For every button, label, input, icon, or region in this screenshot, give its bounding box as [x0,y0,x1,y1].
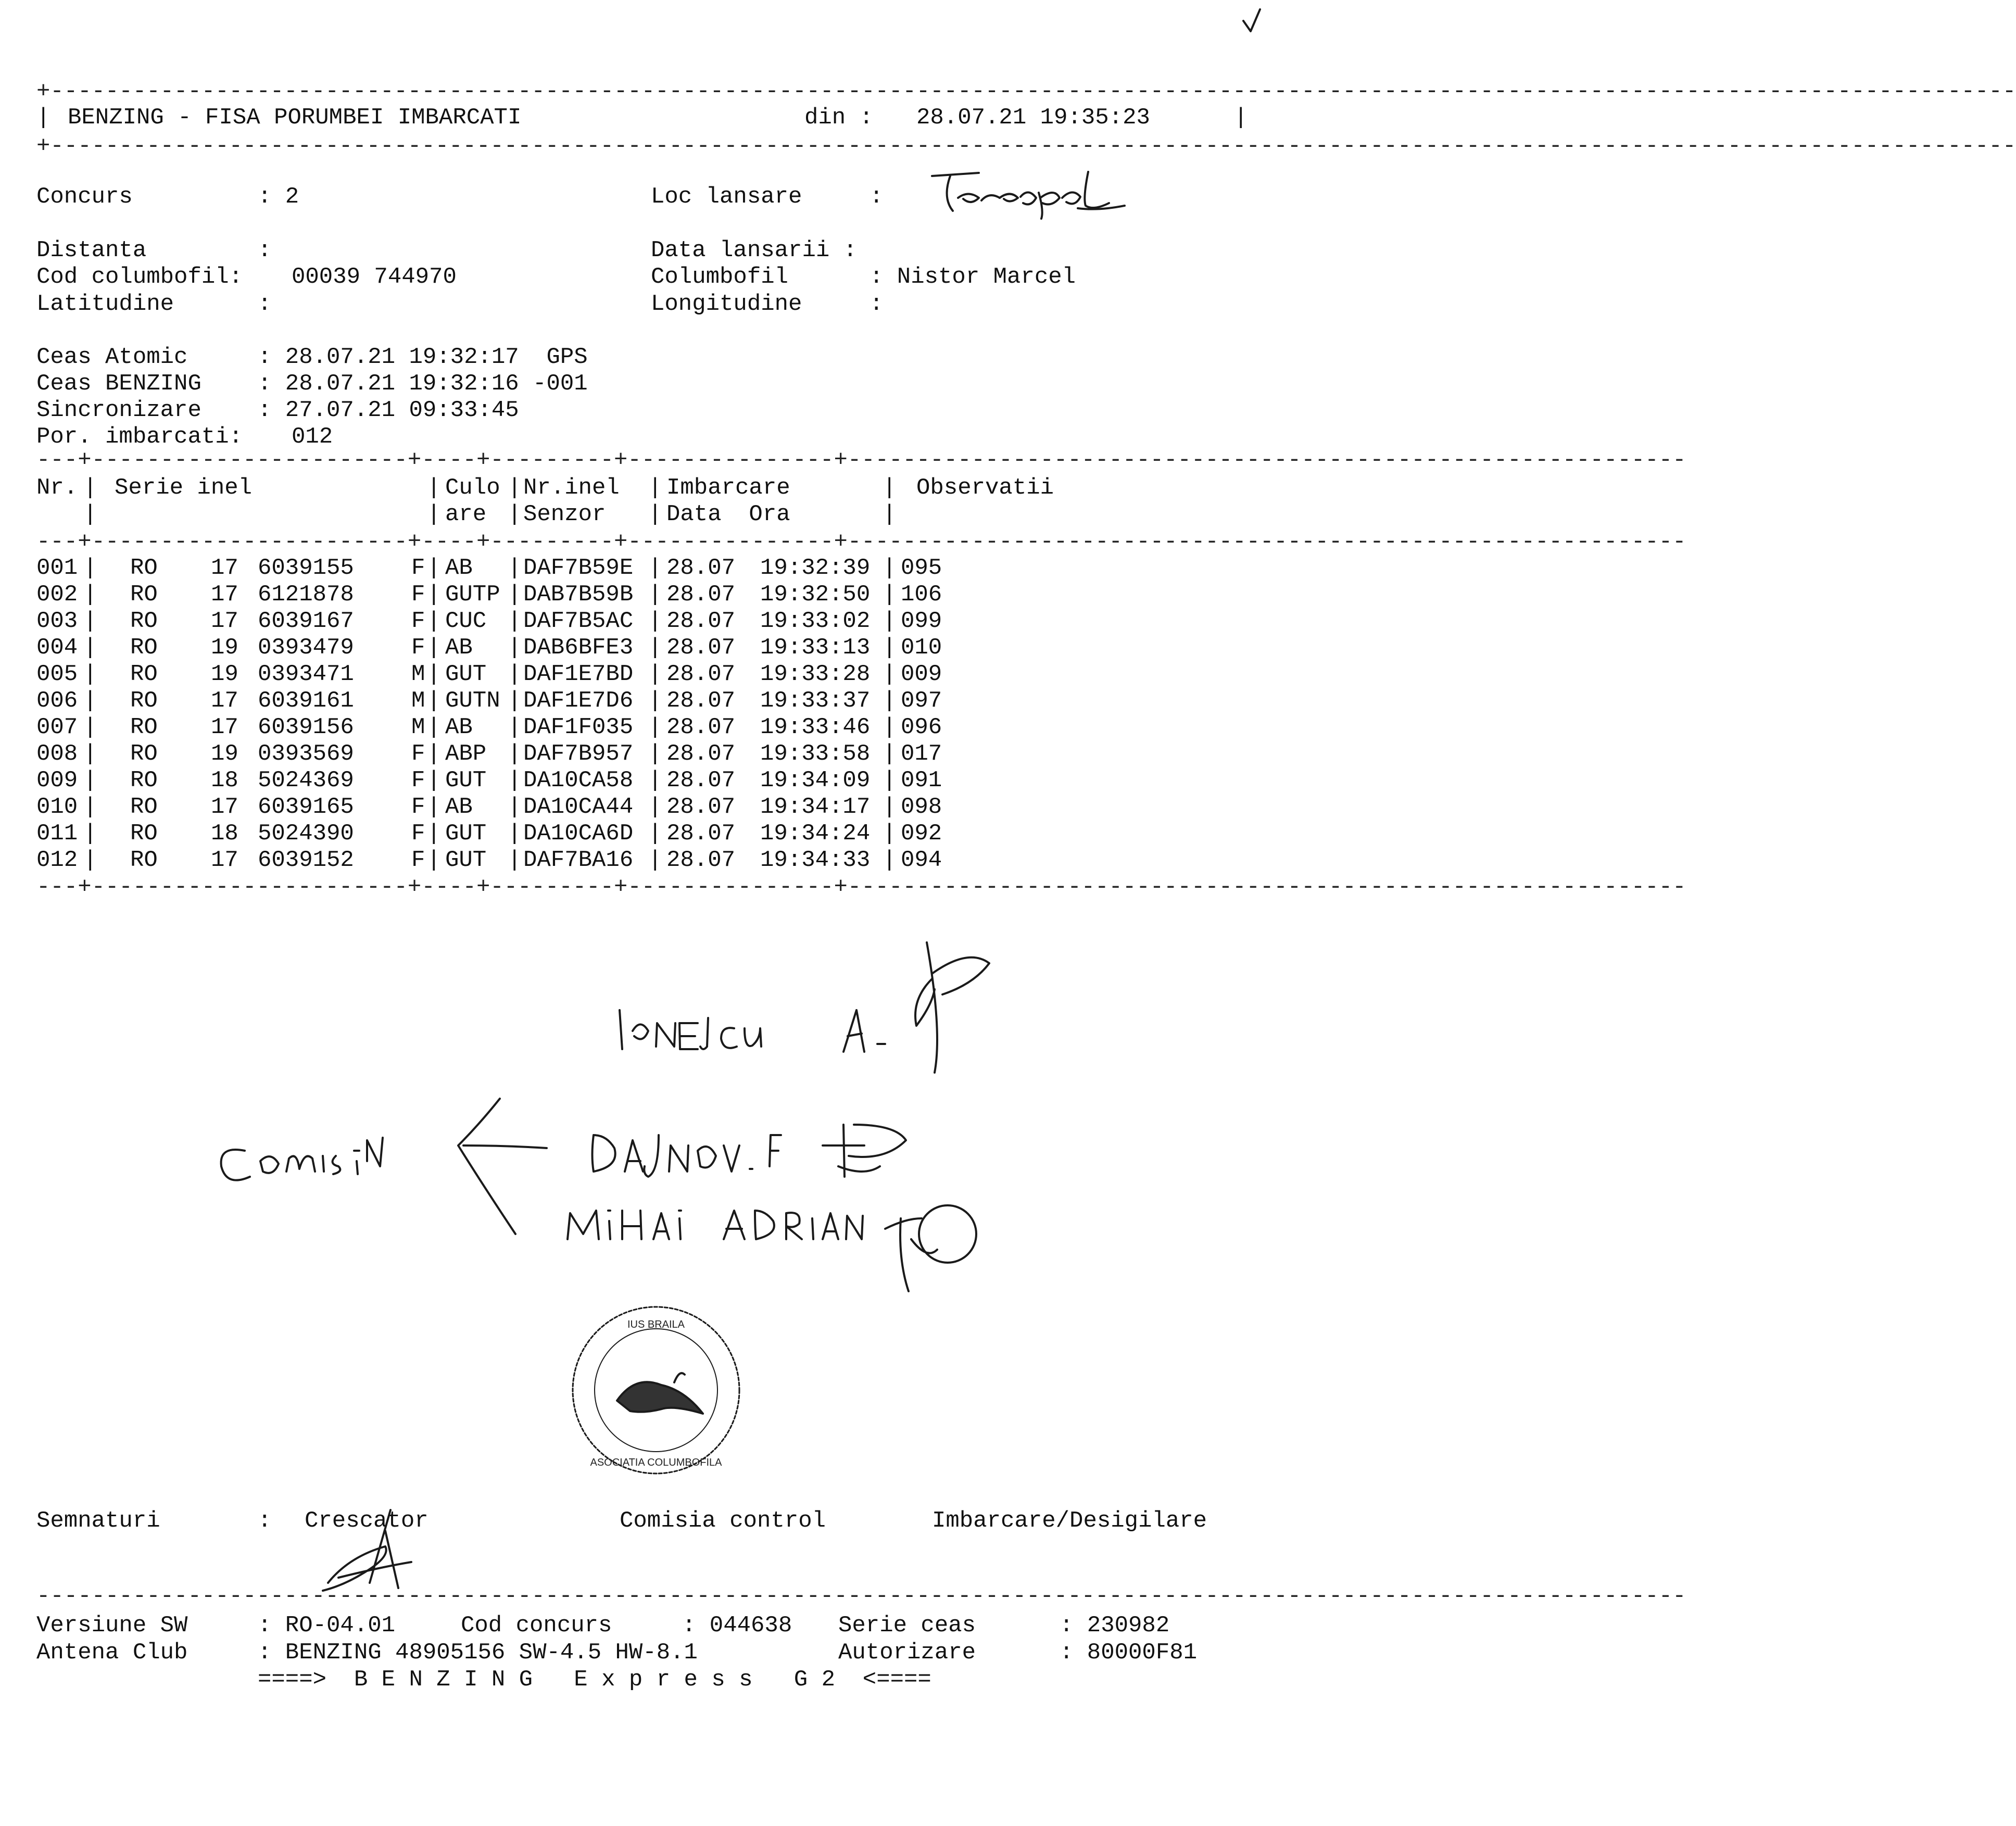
th-serie: Serie inel [115,475,253,501]
versiune-label: Versiune SW [36,1613,188,1639]
cell-color: AB [445,635,473,661]
cell-nr: 005 [36,661,78,687]
cell-date: 28.07 [666,767,736,794]
table-separator: | [883,767,897,794]
footer-banner: ====> B E N Z I N G E x p r e s s G 2 <==== [258,1667,931,1693]
cod-concurs-label: Cod concurs [461,1613,612,1639]
cell-sex: F [411,741,425,767]
cell-color: GUT [445,767,487,794]
cell-year: 19 [211,661,238,687]
concurs-label: Concurs [36,184,133,210]
table-separator: | [427,847,441,873]
table-separator: | [883,688,897,714]
cell-nr: 001 [36,555,78,581]
cell-year: 17 [211,847,238,873]
cell-time: 19:33:28 [760,661,871,687]
sincronizare-label: Sincronizare [36,397,201,423]
th-nr-inel: Nr.inel [523,475,620,501]
th-sep5b: | [883,501,897,527]
table-separator: | [508,582,522,608]
table-separator: | [648,582,662,608]
th-imbarcare: Imbarcare [666,475,790,501]
table-separator: | [508,741,522,767]
table-separator: | [508,821,522,847]
table-separator: | [883,794,897,820]
table-separator: | [883,714,897,740]
cell-obs: 106 [901,582,942,608]
cell-sex: F [411,555,425,581]
table-separator: | [83,714,97,740]
table-rule-header: ---+-----------------------+----+---------+---------------+------------------------------------------------------------- [36,529,1686,555]
columbofil-label: Columbofil [651,264,789,290]
columbofil-value: : Nistor Marcel [870,264,1076,290]
cell-time: 19:32:39 [760,555,871,581]
cell-nr: 009 [36,767,78,794]
cell-color: GUT [445,661,487,687]
crescator-label: Crescator [305,1508,429,1534]
cell-country: RO [130,688,158,714]
table-separator: | [83,688,97,714]
th-observatii: Observatii [916,475,1054,501]
cell-ring: 6039152 [258,847,354,873]
imbarcare-desigilare-label: Imbarcare/Desigilare [932,1508,1207,1534]
table-separator: | [83,608,97,634]
serie-ceas-value: : 230982 [1060,1613,1170,1639]
table-separator: | [648,821,662,847]
th-culo: Culo [445,475,500,501]
cell-date: 28.07 [666,688,736,714]
latitudine-label: Latitudine [36,291,174,317]
cell-date: 28.07 [666,635,736,661]
cell-time: 19:33:46 [760,714,871,740]
header-border-top: +----------------------------------------------------------------------------------------------------------------------------------------------- [36,79,2016,105]
cell-year: 17 [211,608,238,634]
loc-lansare-handwriting [922,161,1130,219]
cell-sensor: DA10CA58 [523,767,634,794]
cell-time: 19:32:50 [760,582,871,608]
cell-date: 28.07 [666,794,736,820]
data-lansarii-label: Data lansarii : [651,237,858,263]
cell-color: GUT [445,847,487,873]
cell-year: 18 [211,821,238,847]
cell-ring: 0393479 [258,635,354,661]
th-sep2b: | [427,501,441,527]
club-stamp [562,1296,750,1484]
cell-sensor: DA10CA6D [523,821,634,847]
cell-ring: 6039167 [258,608,354,634]
table-separator: | [883,608,897,634]
th-nr: Nr. [36,475,78,501]
table-separator: | [648,555,662,581]
ceas-atomic-value: : 28.07.21 19:32:17 GPS [258,344,588,370]
cell-color: GUTN [445,688,500,714]
table-separator: | [83,821,97,847]
ceas-benzing-value: : 28.07.21 19:32:16 -001 [258,371,588,397]
table-separator: | [83,794,97,820]
sincronizare-value: : 27.07.21 09:33:45 [258,397,519,423]
cell-date: 28.07 [666,582,736,608]
autorizare-value: : 80000F81 [1060,1640,1198,1666]
antena-label: Antena Club [36,1640,188,1666]
cell-time: 19:33:13 [760,635,871,661]
table-separator: | [648,608,662,634]
cell-color: GUTP [445,582,500,608]
cell-year: 17 [211,688,238,714]
cell-date: 28.07 [666,714,736,740]
table-separator: | [648,714,662,740]
cell-time: 19:34:24 [760,821,871,847]
table-separator: | [83,582,97,608]
cell-sensor: DAF1E7D6 [523,688,634,714]
th-sep4: | [648,475,662,501]
table-separator: | [83,741,97,767]
cell-obs: 094 [901,847,942,873]
cell-date: 28.07 [666,555,736,581]
cell-sex: M [411,688,425,714]
table-separator: | [427,821,441,847]
cod-columbofil-label: Cod columbofil: [36,264,243,290]
cell-obs: 096 [901,714,942,740]
cell-date: 28.07 [666,741,736,767]
loc-lansare-label: Loc lansare [651,184,802,210]
table-rule-bottom: ---+-----------------------+----+---------+---------------+------------------------------------------------------------- [36,874,1686,900]
cell-ring: 6039161 [258,688,354,714]
cell-country: RO [130,794,158,820]
cell-nr: 002 [36,582,78,608]
comisia-control-label: Comisia control [620,1508,826,1534]
por-imbarcati-value: 012 [292,424,333,450]
header-border-bottom: +----------------------------------------------------------------------------------------------------------------------------------------------- [36,133,2016,159]
table-separator: | [883,661,897,687]
cell-country: RO [130,661,158,687]
cell-year: 17 [211,714,238,740]
cell-country: RO [130,821,158,847]
cell-sex: F [411,847,425,873]
cod-columbofil-value: 00039 744970 [292,264,457,290]
cell-obs: 017 [901,741,942,767]
table-separator: | [427,608,441,634]
cell-time: 19:33:58 [760,741,871,767]
table-separator: | [883,555,897,581]
table-separator: | [648,847,662,873]
table-separator: | [648,635,662,661]
th-sep3: | [508,475,522,501]
table-separator: | [508,714,522,740]
svg-text:ASOCIATIA COLUMBOFILA: ASOCIATIA COLUMBOFILA [590,1457,722,1468]
cell-sex: F [411,821,425,847]
table-separator: | [83,661,97,687]
cell-obs: 010 [901,635,942,661]
longitudine-sep: : [870,291,884,317]
th-data-ora: Data Ora [666,501,790,527]
table-separator: | [883,582,897,608]
table-separator: | [427,661,441,687]
cell-color: AB [445,555,473,581]
cell-country: RO [130,767,158,794]
th-sep5: | [883,475,897,501]
loc-lansare-sep: : [870,184,884,210]
cell-obs: 095 [901,555,942,581]
header-border-left: | [36,105,51,131]
cell-obs: 009 [901,661,942,687]
cell-sensor: DAF7BA16 [523,847,634,873]
cell-nr: 006 [36,688,78,714]
table-separator: | [427,741,441,767]
cell-sensor: DAF1E7BD [523,661,634,687]
table-separator: | [883,741,897,767]
cell-time: 19:33:37 [760,688,871,714]
table-separator: | [648,794,662,820]
cell-nr: 012 [36,847,78,873]
th-sep1: | [83,475,97,501]
serie-ceas-label: Serie ceas [838,1613,976,1639]
cell-color: AB [445,794,473,820]
cell-obs: 098 [901,794,942,820]
cell-ring: 0393569 [258,741,354,767]
table-separator: | [83,555,97,581]
longitudine-label: Longitudine [651,291,802,317]
cell-country: RO [130,741,158,767]
table-separator: | [427,714,441,740]
cell-year: 17 [211,582,238,608]
cell-sex: M [411,661,425,687]
cell-date: 28.07 [666,661,736,687]
th-are: are [445,501,487,527]
table-separator: | [508,608,522,634]
concurs-value: : 2 [258,184,299,210]
cell-year: 19 [211,741,238,767]
table-separator: | [648,688,662,714]
por-imbarcati-label: Por. imbarcati: [36,424,243,450]
th-sep2: | [427,475,441,501]
cell-ring: 5024390 [258,821,354,847]
cell-obs: 097 [901,688,942,714]
cell-time: 19:34:33 [760,847,871,873]
cell-time: 19:33:02 [760,608,871,634]
cell-sex: F [411,767,425,794]
distanta-sep: : [258,237,272,263]
th-sep3b: | [508,501,522,527]
cell-ring: 6121878 [258,582,354,608]
table-separator: | [508,847,522,873]
cell-ring: 0393471 [258,661,354,687]
table-separator: | [648,661,662,687]
versiune-value: : RO-04.01 [258,1613,396,1639]
cell-date: 28.07 [666,608,736,634]
table-separator: | [427,582,441,608]
autorizare-label: Autorizare [838,1640,976,1666]
table-separator: | [427,767,441,794]
cell-sex: F [411,582,425,608]
cell-time: 19:34:09 [760,767,871,794]
cell-obs: 091 [901,767,942,794]
cell-year: 17 [211,555,238,581]
cell-nr: 007 [36,714,78,740]
table-separator: | [648,741,662,767]
cell-sensor: DAF7B5AC [523,608,634,634]
header-din-value: 28.07.21 19:35:23 [916,105,1150,131]
table-separator: | [83,635,97,661]
cell-sensor: DAF7B59E [523,555,634,581]
table-separator: | [648,767,662,794]
cell-country: RO [130,555,158,581]
table-separator: | [83,847,97,873]
table-separator: | [508,794,522,820]
table-separator: | [427,555,441,581]
cell-country: RO [130,847,158,873]
checkmark-icon [1239,5,1270,36]
table-separator: | [883,821,897,847]
cod-concurs-value: : 044638 [682,1613,792,1639]
cell-obs: 092 [901,821,942,847]
header-border-right: | [1234,105,1248,131]
cell-date: 28.07 [666,821,736,847]
commission-handwriting [208,927,1062,1302]
table-separator: | [508,688,522,714]
cell-date: 28.07 [666,847,736,873]
cell-ring: 5024369 [258,767,354,794]
header-title: BENZING - FISA PORUMBEI IMBARCATI [68,105,522,131]
cell-sensor: DA10CA44 [523,794,634,820]
cell-country: RO [130,608,158,634]
table-separator: | [508,555,522,581]
cell-nr: 008 [36,741,78,767]
cell-year: 18 [211,767,238,794]
cell-year: 17 [211,794,238,820]
cell-sex: F [411,794,425,820]
th-sep1b: | [83,501,97,527]
cell-sensor: DAF1F035 [523,714,634,740]
cell-time: 19:34:17 [760,794,871,820]
cell-nr: 010 [36,794,78,820]
cell-sensor: DAB7B59B [523,582,634,608]
cell-sensor: DAB6BFE3 [523,635,634,661]
table-separator: | [508,767,522,794]
header-din-label: din : [804,105,874,131]
cell-color: ABP [445,741,487,767]
table-separator: | [427,688,441,714]
table-separator: | [883,847,897,873]
cell-ring: 6039156 [258,714,354,740]
cell-color: CUC [445,608,487,634]
table-separator: | [508,635,522,661]
cell-sex: F [411,608,425,634]
svg-text:IUS BRAILA: IUS BRAILA [627,1319,685,1330]
table-separator: | [508,661,522,687]
cell-sex: M [411,714,425,740]
cell-ring: 6039165 [258,794,354,820]
cell-country: RO [130,714,158,740]
th-senzor: Senzor [523,501,606,527]
cell-ring: 6039155 [258,555,354,581]
ceas-atomic-label: Ceas Atomic [36,344,188,370]
cell-year: 19 [211,635,238,661]
ceas-benzing-label: Ceas BENZING [36,371,201,397]
footer-rule: ------------------------------------------------------------------------------------------------------------------------ [36,1583,1686,1609]
th-sep4b: | [648,501,662,527]
cell-country: RO [130,582,158,608]
antena-value: : BENZING 48905156 SW-4.5 HW-8.1 [258,1640,698,1666]
cell-sex: F [411,635,425,661]
latitudine-sep: : [258,291,272,317]
cell-country: RO [130,635,158,661]
table-separator: | [427,794,441,820]
cell-nr: 003 [36,608,78,634]
cell-color: AB [445,714,473,740]
distanta-label: Distanta [36,237,147,263]
table-separator: | [883,635,897,661]
semnaturi-sep: : [258,1508,272,1534]
cell-obs: 099 [901,608,942,634]
table-separator: | [427,635,441,661]
cell-color: GUT [445,821,487,847]
table-rule-top: ---+-----------------------+----+---------+---------------+------------------------------------------------------------- [36,447,1686,473]
cell-nr: 004 [36,635,78,661]
cell-sensor: DAF7B957 [523,741,634,767]
table-separator: | [83,767,97,794]
cell-nr: 011 [36,821,78,847]
semnaturi-label: Semnaturi [36,1508,160,1534]
